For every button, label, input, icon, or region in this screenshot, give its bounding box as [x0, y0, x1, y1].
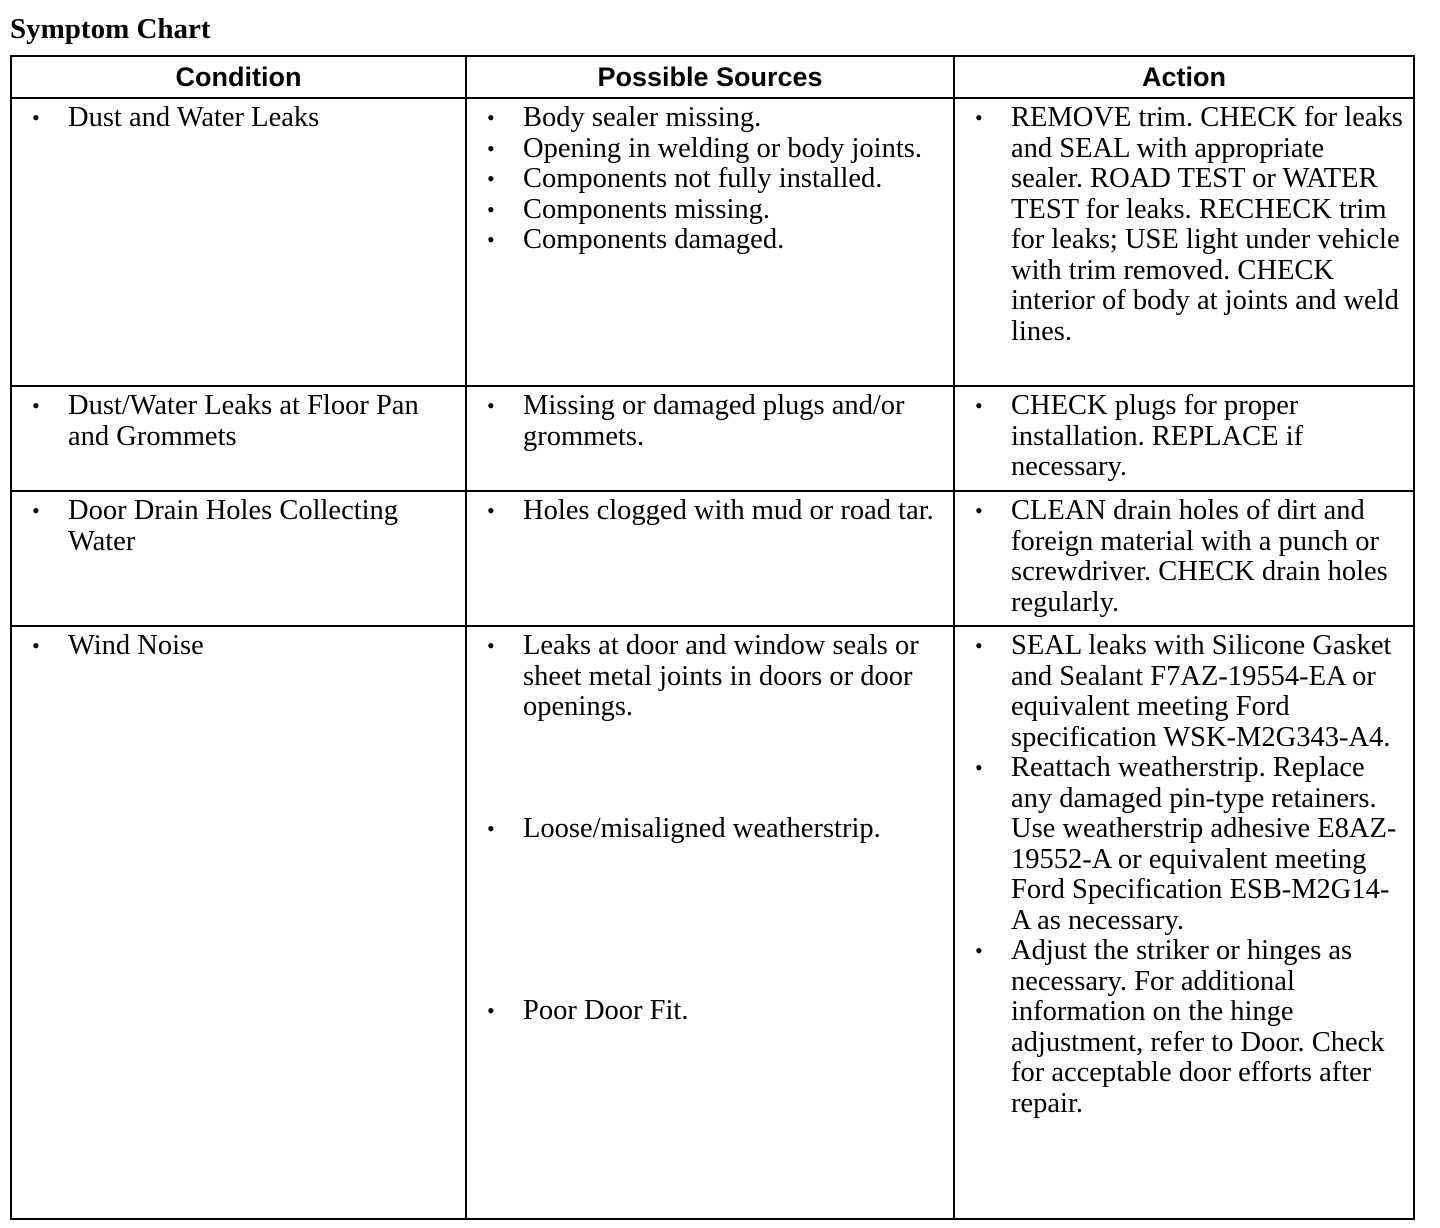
list-item [477, 225, 943, 256]
list-item [965, 391, 1403, 483]
action-text: CLEAN drain holes of dirt and foreign material with a punch or screwdriver. CHECK drain holes regularly. [1011, 495, 1388, 618]
list-item [477, 134, 943, 165]
table-row [11, 386, 1414, 491]
list-item [477, 164, 943, 195]
action-cell [954, 626, 1414, 1219]
list-item [22, 496, 455, 557]
bullet-icon: • [487, 815, 495, 841]
source-text: Missing or damaged plugs and/or grommets. [523, 390, 905, 452]
bullet-icon: • [32, 633, 40, 658]
list-item [477, 496, 943, 527]
bullet-icon: • [487, 166, 495, 191]
source-text: Loose/misaligned weatherstrip. [523, 812, 881, 844]
list-item [477, 996, 943, 1027]
list-item [22, 103, 455, 134]
bullet-icon: • [32, 498, 40, 523]
action-cell [954, 98, 1414, 386]
bullet-icon: • [487, 393, 495, 418]
action-cell [954, 491, 1414, 626]
source-text: Leaks at door and window seals or sheet metal joints in doors or door openings. [523, 630, 919, 722]
bullet-icon: • [975, 633, 983, 658]
sources-cell [466, 626, 954, 1219]
bullet-icon: • [975, 755, 983, 780]
condition-cell [11, 98, 466, 386]
sources-cell [466, 98, 954, 386]
table-row [11, 491, 1414, 626]
bullet-icon: • [975, 393, 983, 418]
list-item [477, 814, 943, 845]
bullet-icon: • [487, 498, 495, 523]
list-item [965, 496, 1403, 618]
list-item [477, 195, 943, 226]
spacer [477, 723, 943, 814]
source-text: Components missing. [523, 193, 771, 225]
condition-text: Dust/Water Leaks at Floor Pan and Grommets [68, 390, 419, 452]
bullet-icon: • [975, 498, 983, 523]
bullet-icon: • [32, 393, 40, 418]
condition-text: Wind Noise [68, 630, 204, 661]
list-item [965, 631, 1403, 753]
action-text: Adjust the striker or hinges as necessary. For additional information on the hinge adjustment, refer to Door. Check for acceptable door efforts after repair. [1011, 935, 1385, 1119]
page-title: Symptom Chart [10, 13, 211, 45]
condition-cell [11, 491, 466, 626]
table-row [11, 626, 1414, 1219]
source-text: Body sealer missing. [523, 102, 762, 133]
action-text: SEAL leaks with Silicone Gasket and Sealant F7AZ-19554-EA or equivalent meeting Ford specification WSK-M2G343-A4. [1011, 630, 1392, 753]
bullet-icon: • [487, 633, 495, 658]
bullet-icon: • [32, 105, 40, 130]
list-item [965, 103, 1403, 347]
condition-text: Dust and Water Leaks [68, 102, 320, 133]
header-action: Action [954, 56, 1414, 98]
sources-cell [466, 491, 954, 626]
action-cell [954, 386, 1414, 491]
bullet-icon: • [487, 227, 495, 252]
list-item [965, 936, 1403, 1119]
list-item [477, 631, 943, 723]
symptom-chart-table [10, 55, 1415, 1220]
source-text: Opening in welding or body joints. [523, 132, 922, 164]
list-item [477, 391, 943, 452]
action-text: Reattach weatherstrip. Replace any damaged pin-type retainers. Use weatherstrip adhesive E8AZ-19552-A or equivalent meeting Ford Specification ESB-M2G14-A as necessary. [1011, 752, 1397, 936]
bullet-icon: • [975, 938, 983, 963]
bullet-icon: • [975, 105, 983, 130]
condition-cell [11, 386, 466, 491]
sources-cell [466, 386, 954, 491]
action-text: REMOVE trim. CHECK for leaks and SEAL with appropriate sealer. ROAD TEST or WATER TEST for leaks. RECHECK trim for leaks; USE light under vehicle with trim removed. CHECK interior of body at joints and weld lines. [1011, 102, 1403, 347]
source-text: Components not fully installed. [523, 163, 883, 194]
list-item [965, 753, 1403, 936]
bullet-icon: • [487, 105, 495, 130]
header-possible-sources: Possible Sources [466, 56, 954, 98]
bullet-icon: • [487, 998, 495, 1023]
spacer [477, 844, 943, 996]
source-text: Components damaged. [523, 224, 785, 255]
source-text: Poor Door Fit. [523, 995, 689, 1026]
bullet-icon: • [487, 135, 495, 161]
table-header-row [11, 56, 1414, 98]
list-item [22, 391, 455, 452]
action-text: CHECK plugs for proper installation. REPLACE if necessary. [1011, 390, 1304, 482]
source-text: Holes clogged with mud or road tar. [523, 495, 934, 526]
condition-text: Door Drain Holes Collecting Water [68, 495, 399, 557]
list-item [22, 631, 455, 662]
header-condition: Condition [11, 56, 466, 98]
table-row [11, 98, 1414, 386]
list-item [477, 103, 943, 134]
condition-cell [11, 626, 466, 1219]
bullet-icon: • [487, 196, 495, 222]
